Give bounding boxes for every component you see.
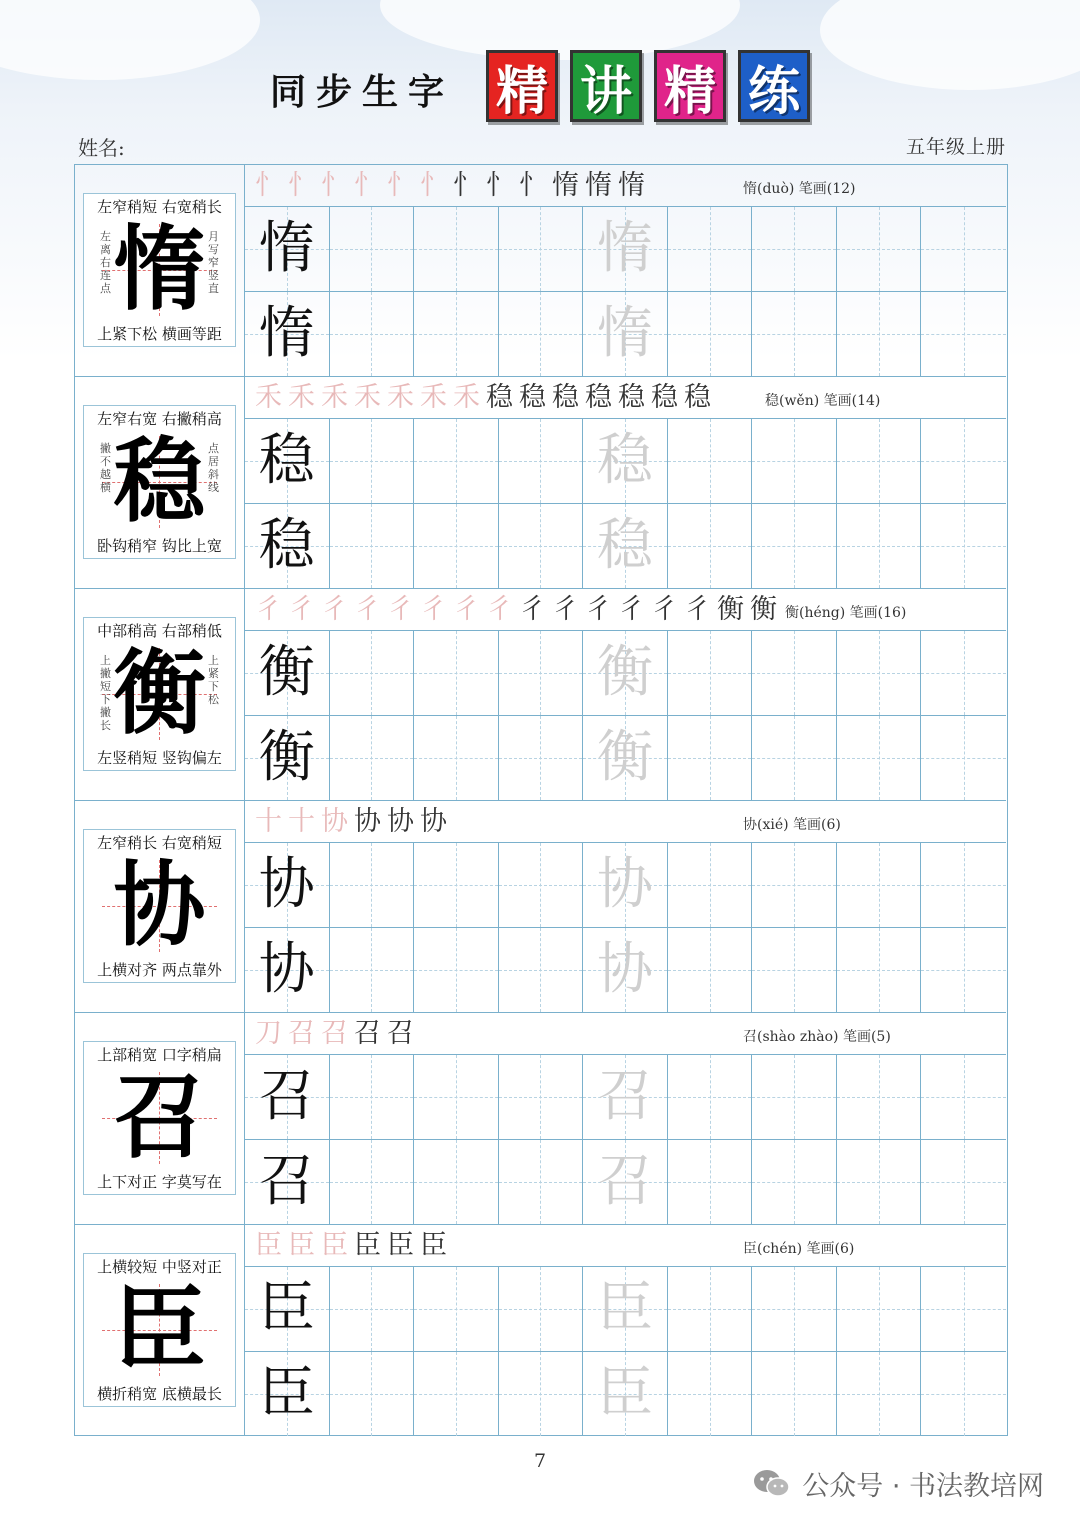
guide-tip-top: 左窄稍短 右宽稍长 [97,198,222,216]
stroke-step: 禾 [387,382,420,413]
practice-cell[interactable] [752,631,837,716]
practice-cell[interactable] [752,843,837,928]
practice-cell[interactable] [499,631,584,716]
stroke-step: 禾 [321,382,354,413]
practice-cell[interactable] [837,1140,922,1225]
stroke-order-sequence [255,803,453,841]
stroke-step: 彳 [321,594,354,625]
practice-cell[interactable] [414,1267,499,1352]
trace-char: 臣 [596,1275,653,1341]
practice-cell[interactable] [921,292,1006,377]
practice-cell[interactable] [245,716,330,801]
trace-char: 臣 [596,1360,653,1426]
stroke-step: 臣 [420,1230,453,1261]
title-tile: 练 [738,50,810,122]
watermark-text: 公众号 · 书法教培网 [802,1471,1044,1502]
stroke-step: 稳 [618,382,651,413]
practice-cell[interactable] [837,1055,922,1140]
guide-char: 衡 [113,640,206,747]
guide-tip-bottom: 横折稍宽 底横最长 [97,1385,222,1403]
practice-cell[interactable] [921,1140,1006,1225]
practice-cell[interactable] [330,1140,415,1225]
practice-cell[interactable] [245,631,330,716]
model-char: 臣 [258,1275,315,1341]
stroke-step: 臣 [255,1230,288,1261]
practice-cell[interactable] [499,928,584,1013]
stroke-step: 稳 [552,382,585,413]
guide-char: 稳 [113,428,206,535]
stroke-info: 协(xié) 笔画(6) [743,817,841,833]
stroke-step: 忄 [255,170,288,201]
practice-cell[interactable] [921,1267,1006,1352]
practice-cell[interactable] [245,1140,330,1225]
practice-cell[interactable] [245,1055,330,1140]
stroke-step: 彳 [618,594,651,625]
stroke-step: 惰 [585,170,618,201]
stroke-step: 稳 [651,382,684,413]
practice-cell[interactable] [414,716,499,801]
stroke-step: 十 [288,806,321,837]
practice-cell[interactable] [245,1267,330,1352]
practice-cell[interactable] [499,1140,584,1225]
character-block [75,1013,1006,1225]
practice-grid [245,843,1006,1012]
stroke-order-sequence [255,167,651,205]
practice-cell[interactable] [837,504,922,589]
practice-cell[interactable] [245,419,330,504]
model-char: 稳 [258,427,315,493]
practice-sheet [74,164,1008,1436]
title-tiles [486,50,810,122]
practice-cell[interactable] [583,843,668,928]
practice-cell[interactable] [245,843,330,928]
stroke-info: 召(shào zhào) 笔画(5) [743,1029,891,1045]
practice-cell[interactable] [414,1055,499,1140]
stroke-order-sequence [255,1015,420,1053]
stroke-step: 禾 [453,382,486,413]
guide-cell [75,1013,245,1224]
model-char: 协 [258,936,315,1002]
practice-cell[interactable] [245,504,330,589]
guide-box [83,1253,236,1407]
title-tile: 精 [486,50,558,122]
practice-cell[interactable] [414,1352,499,1437]
note-right: 点居斜线 [208,442,219,494]
model-char: 惰 [258,215,315,281]
stroke-step: 臣 [288,1230,321,1261]
stroke-step: 彳 [552,594,585,625]
practice-cell[interactable] [330,419,415,504]
practice-cell[interactable] [499,292,584,377]
practice-cell[interactable] [837,928,922,1013]
practice-cell[interactable] [583,1267,668,1352]
stroke-step: 协 [354,806,387,837]
stroke-info: 惰(duò) 笔画(12) [743,181,856,197]
note-left: 上撇短下撇长 [100,654,111,732]
practice-cell[interactable] [668,1267,753,1352]
practice-cell[interactable] [583,1352,668,1437]
trace-char: 稳 [596,427,653,493]
stroke-step: 刀 [255,1018,288,1049]
trace-char: 惰 [596,300,653,366]
character-block [75,589,1006,801]
practice-cell[interactable] [499,1267,584,1352]
practice-cell[interactable] [330,292,415,377]
practice-cell[interactable] [330,1352,415,1437]
practice-cell[interactable] [668,631,753,716]
stroke-step: 稳 [684,382,717,413]
stroke-step: 忄 [288,170,321,201]
practice-cell[interactable] [499,207,584,292]
stroke-step: 彳 [684,594,717,625]
stroke-step: 禾 [255,382,288,413]
model-char: 召 [258,1063,315,1129]
practice-cell[interactable] [668,843,753,928]
model-char: 召 [258,1148,315,1214]
practice-cell[interactable] [921,716,1006,801]
practice-cell[interactable] [921,419,1006,504]
stroke-order-row [245,1013,1006,1055]
stroke-order-row [245,165,1006,207]
guide-box [83,405,236,559]
stroke-step: 忄 [519,170,552,201]
model-char: 惰 [258,300,315,366]
model-char: 衡 [258,639,315,705]
practice-cell[interactable] [330,1267,415,1352]
stroke-step: 彳 [288,594,321,625]
title-tile: 讲 [570,50,642,122]
stroke-step: 忄 [486,170,519,201]
stroke-step: 召 [387,1018,420,1049]
practice-cell[interactable] [499,1055,584,1140]
page-title: 同步生字 [270,72,455,113]
practice-cell[interactable] [245,207,330,292]
guide-tip-top: 中部稍高 右部稍低 [97,622,222,640]
guide-tip-top: 上横较短 中竖对正 [97,1258,222,1276]
stroke-step: 忄 [453,170,486,201]
practice-grid [245,419,1006,588]
stroke-step: 十 [255,806,288,837]
guide-cell [75,589,245,800]
practice-cell[interactable] [837,207,922,292]
practice-cell[interactable] [414,292,499,377]
practice-cell[interactable] [583,419,668,504]
practice-cell[interactable] [583,631,668,716]
stroke-step: 臣 [354,1230,387,1261]
practice-cell[interactable] [752,1055,837,1140]
guide-char: 臣 [113,1276,206,1383]
guide-tip-bottom: 卧钩稍窄 钩比上宽 [97,537,222,555]
stroke-order-row [245,589,1006,631]
trace-char: 召 [596,1063,653,1129]
guide-tip-top: 上部稍宽 口字稍扁 [97,1046,222,1064]
stroke-info: 稳(wěn) 笔画(14) [765,393,881,409]
trace-char: 召 [596,1148,653,1214]
stroke-step: 衡 [717,594,750,625]
practice-cell[interactable] [583,716,668,801]
stroke-step: 稳 [486,382,519,413]
stroke-step: 彳 [387,594,420,625]
stroke-step: 召 [354,1018,387,1049]
practice-cell[interactable] [837,419,922,504]
practice-cell[interactable] [668,1352,753,1437]
practice-cell[interactable] [752,1352,837,1437]
stroke-step: 忄 [321,170,354,201]
wechat-icon [752,1468,792,1500]
guide-char: 协 [113,852,206,959]
trace-char: 协 [596,936,653,1002]
practice-cell[interactable] [668,207,753,292]
guide-tip-top: 左窄右宽 右撇稍高 [97,410,222,428]
model-char: 臣 [258,1360,315,1426]
guide-cell [75,1225,245,1436]
practice-cell[interactable] [245,1352,330,1437]
stroke-order-sequence [255,1227,453,1265]
practice-cell[interactable] [330,207,415,292]
practice-cell[interactable] [752,207,837,292]
watermark [752,1464,1044,1503]
stroke-step: 禾 [420,382,453,413]
stroke-step: 忄 [387,170,420,201]
practice-cell[interactable] [837,1352,922,1437]
stroke-step: 彳 [420,594,453,625]
name-label: 姓名: [78,136,125,160]
practice-cell[interactable] [752,1140,837,1225]
practice-cell[interactable] [414,1140,499,1225]
stroke-step: 协 [420,806,453,837]
note-right: 月写窄竖直 [208,230,219,295]
practice-cell[interactable] [921,631,1006,716]
guide-char: 惰 [113,216,206,323]
practice-cell[interactable] [330,504,415,589]
practice-cell[interactable] [752,419,837,504]
model-char: 协 [258,851,315,917]
practice-cell[interactable] [414,631,499,716]
stroke-order-row [245,377,1006,419]
stroke-step: 彳 [486,594,519,625]
practice-cell[interactable] [499,1352,584,1437]
stroke-order-row [245,1225,1006,1267]
stroke-step: 召 [288,1018,321,1049]
practice-grid [245,1055,1006,1224]
stroke-step: 衡 [750,594,783,625]
practice-cell[interactable] [668,292,753,377]
stroke-step: 彳 [651,594,684,625]
model-char: 衡 [258,724,315,790]
practice-cell[interactable] [499,504,584,589]
practice-cell[interactable] [583,504,668,589]
practice-cell[interactable] [414,419,499,504]
practice-grid [245,631,1006,800]
trace-char: 衡 [596,639,653,705]
character-block [75,165,1006,377]
guide-tip-bottom: 左竖稍短 竖钩偏左 [97,749,222,767]
practice-cell[interactable] [921,1352,1006,1437]
practice-cell[interactable] [668,504,753,589]
stroke-step: 彳 [519,594,552,625]
practice-cell[interactable] [921,504,1006,589]
practice-cell[interactable] [837,1267,922,1352]
practice-cell[interactable] [583,1140,668,1225]
stroke-step: 臣 [387,1230,420,1261]
practice-cell[interactable] [752,1267,837,1352]
title-tile: 精 [654,50,726,122]
note-left: 左离右连点 [100,230,111,295]
stroke-step: 彳 [255,594,288,625]
stroke-step: 惰 [552,170,585,201]
practice-cell[interactable] [921,1055,1006,1140]
practice-cell[interactable] [583,928,668,1013]
page-number: 7 [533,1450,547,1472]
guide-cell [75,801,245,1012]
practice-cell[interactable] [583,1055,668,1140]
character-block [75,377,1006,589]
practice-cell[interactable] [330,716,415,801]
stroke-step: 彳 [453,594,486,625]
practice-cell[interactable] [414,928,499,1013]
stroke-step: 忄 [354,170,387,201]
practice-cell[interactable] [668,1055,753,1140]
guide-tip-top: 左窄稍长 右宽稍短 [97,834,222,852]
practice-cell[interactable] [330,928,415,1013]
practice-cell[interactable] [752,928,837,1013]
practice-cell[interactable] [499,716,584,801]
practice-cell[interactable] [921,843,1006,928]
stroke-step: 惰 [618,170,651,201]
practice-cell[interactable] [921,928,1006,1013]
practice-cell[interactable] [414,504,499,589]
practice-cell[interactable] [414,207,499,292]
practice-cell[interactable] [752,292,837,377]
guide-char: 召 [113,1064,206,1171]
stroke-step: 稳 [519,382,552,413]
practice-cell[interactable] [837,631,922,716]
guide-box [83,193,236,347]
stroke-info: 臣(chén) 笔画(6) [743,1241,855,1257]
stroke-step: 臣 [321,1230,354,1261]
guide-tip-bottom: 上下对正 字莫写在 [97,1173,222,1191]
note-right: 上紧下松 [208,654,219,706]
guide-tip-bottom: 上横对齐 两点靠外 [97,961,222,979]
guide-box [83,829,236,983]
practice-cell[interactable] [330,631,415,716]
practice-cell[interactable] [752,716,837,801]
guide-box [83,1041,236,1195]
practice-cell[interactable] [245,292,330,377]
stroke-step: 禾 [288,382,321,413]
practice-cell[interactable] [837,843,922,928]
practice-cell[interactable] [499,419,584,504]
practice-cell[interactable] [499,843,584,928]
practice-cell[interactable] [245,928,330,1013]
stroke-order-row [245,801,1006,843]
stroke-step: 彳 [585,594,618,625]
practice-cell[interactable] [668,716,753,801]
practice-cell[interactable] [583,207,668,292]
practice-cell[interactable] [837,716,922,801]
practice-cell[interactable] [668,1140,753,1225]
stroke-step: 忄 [420,170,453,201]
practice-cell[interactable] [837,292,922,377]
practice-cell[interactable] [752,504,837,589]
practice-cell[interactable] [414,843,499,928]
stroke-order-sequence [255,379,717,417]
guide-cell [75,165,245,376]
stroke-info: 衡(héng) 笔画(16) [785,605,907,621]
character-block [75,801,1006,1013]
trace-char: 协 [596,851,653,917]
stroke-order-sequence [255,591,783,629]
model-char: 稳 [258,512,315,578]
trace-char: 衡 [596,724,653,790]
character-block [75,1225,1006,1437]
practice-cell[interactable] [668,419,753,504]
practice-cell[interactable] [583,292,668,377]
practice-cell[interactable] [668,928,753,1013]
guide-cell [75,377,245,588]
practice-grid [245,207,1006,376]
guide-box [83,617,236,771]
grade-label: 五年级上册 [905,136,1006,158]
practice-cell[interactable] [330,843,415,928]
practice-cell[interactable] [921,207,1006,292]
practice-grid [245,1267,1006,1436]
trace-char: 惰 [596,215,653,281]
guide-tip-bottom: 上紧下松 横画等距 [97,325,222,343]
stroke-step: 协 [387,806,420,837]
stroke-step: 召 [321,1018,354,1049]
note-left: 撇不越横 [100,442,111,494]
practice-cell[interactable] [330,1055,415,1140]
stroke-step: 彳 [354,594,387,625]
stroke-step: 稳 [585,382,618,413]
stroke-step: 协 [321,806,354,837]
stroke-step: 禾 [354,382,387,413]
trace-char: 稳 [596,512,653,578]
